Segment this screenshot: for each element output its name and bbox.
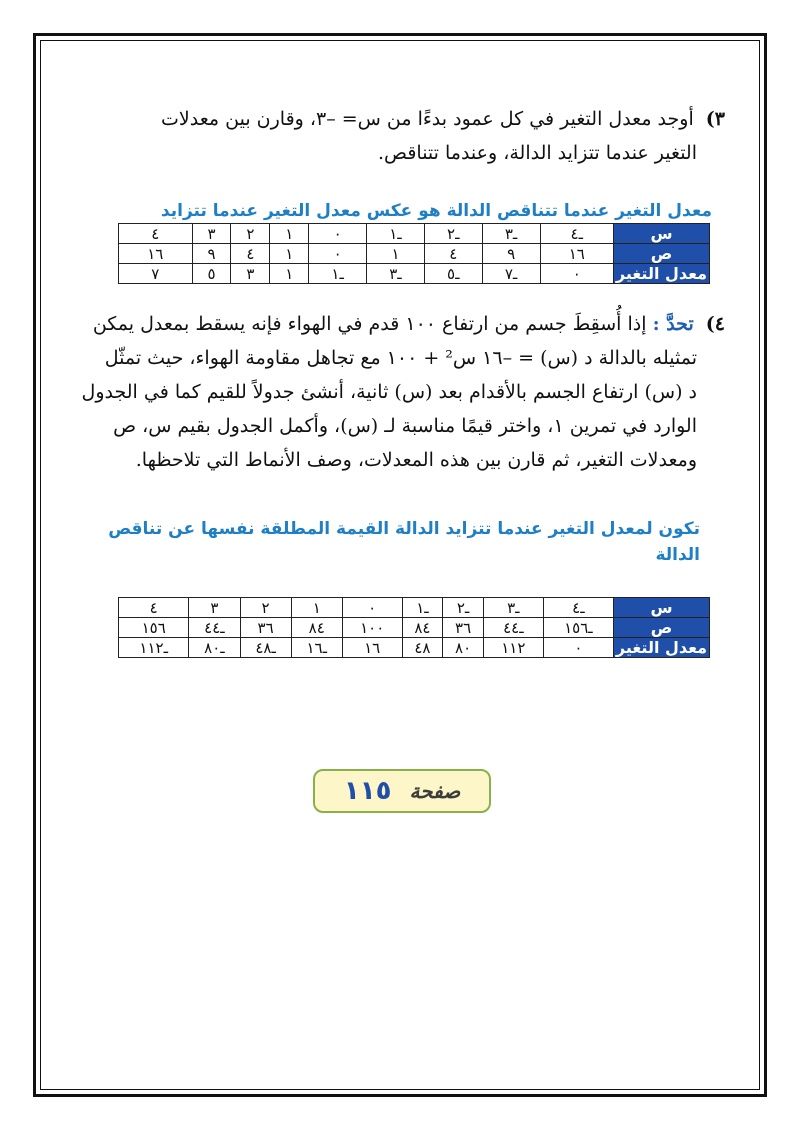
table-cell: ـ٨٠ [189,638,240,658]
question-4-line2: تمثيله بالدالة د (س) = –١٦ س² + ١٠٠ مع تجاهل مقاومة الهواء، حيث تمثّل [104,347,697,369]
values-table-1 [118,223,710,284]
table-cell: ـ١١٢ [119,638,189,658]
table-cell: ـ٤٤ [483,618,543,638]
table-row [119,638,710,658]
question-4 [60,307,725,477]
table-cell: ـ١ [367,224,425,244]
table-cell: ١ [270,264,309,284]
table-cell: ـ١٥٦ [543,618,613,638]
row-header: س [614,224,710,244]
row-header: ص [614,618,710,638]
row-header: معدل التغير [614,638,710,658]
table-cell: ٠ [543,638,613,658]
question-3-line2: التغير عندما تتزايد الدالة، وعندما تتناقص. [378,142,697,164]
table-cell: ٣ [192,224,231,244]
table-row [119,618,710,638]
table-row [119,598,710,618]
table-cell: ٣ [231,264,270,284]
table-cell: ١٦ [119,244,193,264]
question-3-number: ٣) [705,108,725,130]
table-cell: ـ٥ [424,264,482,284]
table-cell: ٠ [309,244,367,264]
table-cell: ـ٤ [543,598,613,618]
table-cell: ـ٣ [483,598,543,618]
table-cell: ـ٣ [367,264,425,284]
table-cell: ٩ [192,244,231,264]
table-cell: ـ٢ [443,598,484,618]
table-row [119,224,710,244]
question-4-line3: د (س) ارتفاع الجسم بالأقدام بعد (س) ثانية، أنشئ جدولاً للقيم كما في الجدول [81,381,697,403]
table-cell: ٠ [540,264,614,284]
table-cell: ٤ [231,244,270,264]
table-cell: ٤ [119,598,189,618]
table-cell: ـ٧ [482,264,540,284]
table-cell: ١٦ [540,244,614,264]
values-table-2 [118,597,710,658]
row-header: س [614,598,710,618]
answer-2: تكون لمعدل التغير عندما تتزايد الدالة القيمة المطلقة نفسها عن تناقص الدالة [108,519,700,565]
table-cell: ١٠٠ [342,618,402,638]
table-cell: ٤٨ [402,638,443,658]
page-label: صفحة [409,779,461,803]
table-cell: ٣٦ [443,618,484,638]
question-4-number: ٤) [705,313,725,335]
table-cell: ٢ [231,224,270,244]
table-cell: ـ٤٨ [240,638,291,658]
table-cell: ٨٤ [291,618,342,638]
question-4-line5: ومعدلات التغير، ثم قارن بين هذه المعدلات، وصف الأنماط التي تلاحظها. [135,449,697,471]
table-cell: ٧ [119,264,193,284]
table-cell: ٣ [189,598,240,618]
table-cell: ـ٣ [482,224,540,244]
table-cell: ـ١٦ [291,638,342,658]
table-cell: ١٥٦ [119,618,189,638]
answer-1: معدل التغير عندما تتناقص الدالة هو عكس معدل التغير عندما تتزايد [160,201,712,221]
question-4-line1: ٤) تحدَّ : إذا أُسقِطَ جسم من ارتفاع ١٠٠ قدم في الهواء فإنه يسقط بمعدل يمكن [92,313,725,335]
question-4-label: تحدَّ : [652,313,694,335]
table-cell: ١٦ [342,638,402,658]
table-cell: ـ١ [402,598,443,618]
table-cell: ٣٦ [240,618,291,638]
table-cell: ٤ [119,224,193,244]
table-cell: ٨٤ [402,618,443,638]
table-cell: ١ [367,244,425,264]
table-cell: ٨٠ [443,638,484,658]
row-header: معدل التغير [614,264,710,284]
table-cell: ـ١ [309,264,367,284]
row-header: ص [614,244,710,264]
table-cell: ١١٢ [483,638,543,658]
table-cell: ١ [270,224,309,244]
table-cell: ٢ [240,598,291,618]
table-row [119,244,710,264]
page-number-badge [313,769,491,813]
table-cell: ١ [270,244,309,264]
page-number: ١١٥ [343,776,392,806]
table-cell: ٤ [424,244,482,264]
table-cell: ٩ [482,244,540,264]
table-cell: ٠ [342,598,402,618]
question-4-line4: الوارد في تمرين ١، واختر قيمًا مناسبة لـ (س)، وأكمل الجدول بقيم س، ص [113,415,697,437]
table-cell: ١ [291,598,342,618]
question-3 [65,102,725,170]
table-cell: ـ٢ [424,224,482,244]
table-cell: ـ٤ [540,224,614,244]
table-cell: ٠ [309,224,367,244]
table-row [119,264,710,284]
table-cell: ٥ [192,264,231,284]
table-cell: ـ٤٤ [189,618,240,638]
question-3-line1: ٣) أوجد معدل التغير في كل عمود بدءًا من س= –٣، وقارن بين معدلات [161,108,725,130]
